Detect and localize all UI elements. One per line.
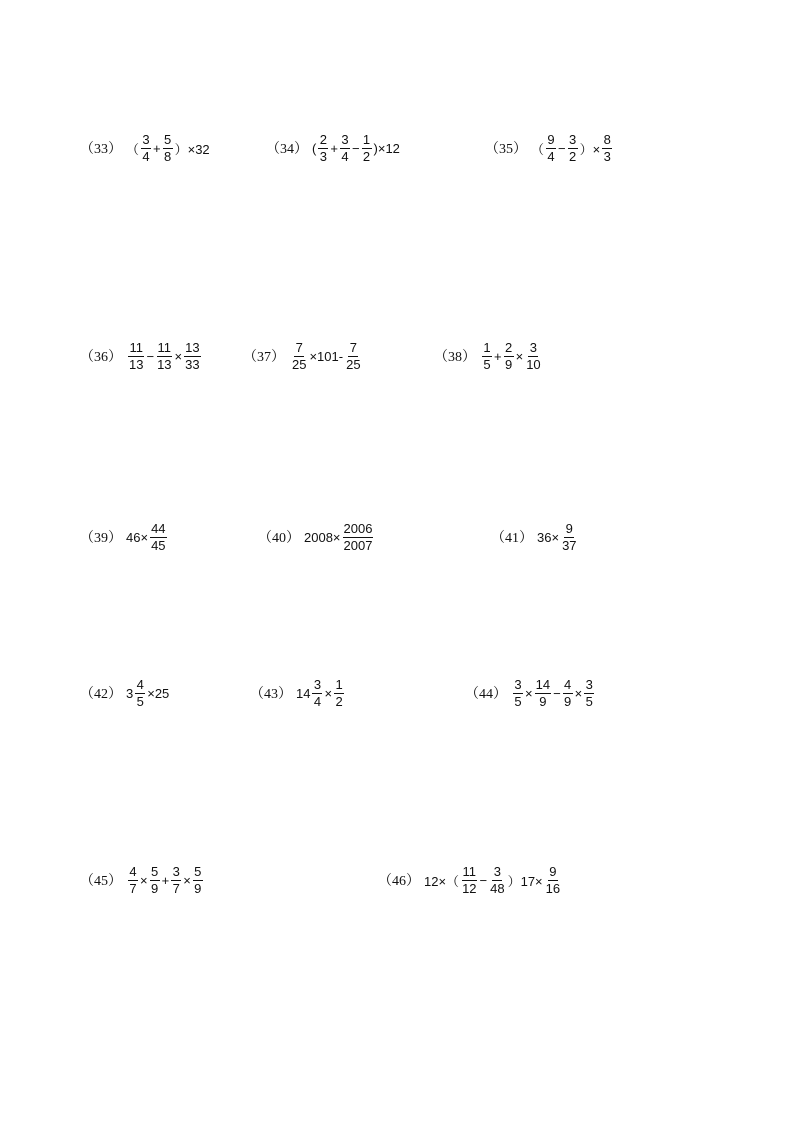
denominator: 3 [603,148,611,164]
denominator: 9 [504,356,513,372]
problem-number: （43） [250,687,292,702]
fraction [340,132,350,165]
fraction [171,864,181,897]
problem-33 [80,128,210,168]
operator-text: × [525,685,533,701]
fraction [513,677,523,710]
denominator: 8 [163,148,172,164]
operator-text: ）17× [507,873,543,889]
problem-40 [258,517,375,557]
numerator: 3 [142,131,150,147]
denominator: 9 [150,880,159,896]
operator-text: 12×（ [424,873,460,889]
problem-number: （36） [80,350,122,365]
fraction [563,677,573,710]
problem-number: （34） [266,142,308,157]
fraction [362,132,372,165]
numerator: 1 [483,339,491,355]
numerator: 2 [504,339,513,355]
numerator: 3 [514,676,522,692]
numerator: 3 [341,131,349,147]
problem-number: （35） [485,142,527,157]
operator-text: （ [531,141,545,157]
problem-number: （33） [80,142,122,157]
operator-text: × [140,872,148,888]
fraction [334,677,344,710]
denominator: 4 [313,693,322,709]
problem-number: （40） [258,531,300,546]
operator-text: − [351,140,360,156]
fraction [150,864,160,897]
operator-text: × [515,348,524,364]
numerator: 14 [535,676,551,692]
problem-number: （41） [491,531,533,546]
denominator: 7 [129,880,137,896]
denominator: 9 [194,880,202,896]
fraction [461,864,477,897]
problem-number: （46） [378,874,420,889]
problem-39 [80,517,169,557]
denominator: 2 [362,148,371,164]
operator-text: ）× [579,141,601,157]
fraction [504,340,514,373]
denominator: 2 [335,693,343,709]
fraction [193,864,203,897]
denominator: 5 [514,693,522,709]
numerator: 11 [157,339,172,355]
operator-text: 46× [126,529,149,545]
numerator: 9 [547,131,555,147]
problem-42 [80,673,169,713]
fraction [318,132,328,165]
denominator: 7 [172,880,180,896]
problem-35 [485,128,614,168]
denominator: 5 [136,693,144,709]
denominator: 33 [185,356,200,372]
problem-45 [80,860,205,900]
denominator: 2007 [343,537,373,553]
denominator: 2 [568,148,577,164]
operator-text: + [161,872,170,888]
fraction [135,677,145,710]
denominator: 13 [129,356,144,372]
denominator: 16 [545,880,561,896]
denominator: 12 [462,880,477,896]
whole-part: 3 [126,685,134,701]
numerator: 9 [549,863,557,879]
numerator: 2006 [343,520,373,536]
numerator: 7 [295,339,303,355]
numerator: 9 [565,520,573,536]
numerator: 2 [319,131,327,147]
denominator: 25 [292,356,307,372]
numerator: 4 [129,863,137,879]
numerator: 13 [185,339,200,355]
numerator: 4 [564,676,572,692]
problem-number: （45） [80,874,122,889]
operator-text: − [146,348,155,364]
numerator: 3 [172,863,180,879]
operator-text: × [574,685,583,701]
denominator: 5 [483,356,491,372]
whole-part: 14 [296,685,311,701]
denominator: 9 [564,693,572,709]
operator-text: ）×32 [174,141,210,157]
fraction [163,132,173,165]
problem-46 [378,860,563,900]
problem-number: （42） [80,687,122,702]
operator-text: − [479,872,488,888]
fraction [345,340,361,373]
denominator: 3 [319,148,327,164]
numerator: 3 [529,339,538,355]
fraction [141,132,151,165]
fraction [343,521,374,554]
numerator: 44 [151,520,166,536]
operator-text: × [174,348,183,364]
fraction [568,132,578,165]
numerator: 8 [603,131,611,147]
denominator: 25 [346,356,361,372]
problem-34 [266,128,400,168]
fraction [602,132,612,165]
denominator: 4 [142,148,150,164]
problem-36 [80,336,203,376]
operator-text: + [330,140,338,156]
denominator: 37 [562,537,577,553]
numerator: 3 [568,131,577,147]
fraction [489,864,505,897]
problem-number: （39） [80,531,122,546]
numerator: 11 [129,339,143,355]
operator-text: × [183,872,191,888]
fraction [312,677,322,710]
operator-text: ( [312,140,317,156]
numerator: 5 [194,863,202,879]
fraction [156,340,172,373]
denominator: 4 [547,148,555,164]
numerator: 3 [585,676,593,692]
fraction [584,677,594,710]
numerator: 5 [163,131,172,147]
numerator: 3 [313,676,322,692]
problem-44 [465,673,596,713]
denominator: 48 [490,880,505,896]
fraction [128,864,138,897]
numerator: 11 [462,863,477,879]
fraction [561,521,577,554]
denominator: 13 [157,356,172,372]
numerator: 1 [362,131,371,147]
operator-text: ×101- [309,348,344,364]
problem-43 [250,673,346,713]
operator-text: )×12 [373,140,400,156]
problem-37 [243,336,364,376]
numerator: 5 [150,863,159,879]
numerator: 3 [493,863,501,879]
mixed-number [296,677,324,710]
fraction [291,340,307,373]
problem-number: （44） [465,687,507,702]
operator-text: × [324,685,333,701]
numerator: 4 [136,676,144,692]
denominator: 45 [151,537,166,553]
operator-text: 36× [537,529,560,545]
fraction [150,521,166,554]
fraction [482,340,492,373]
denominator: 10 [526,356,541,372]
problem-number: （37） [243,350,285,365]
problem-38 [434,336,544,376]
numerator: 1 [335,676,343,692]
numerator: 7 [349,339,357,355]
denominator: 9 [539,693,547,709]
mixed-number [126,677,147,710]
problem-number: （38） [434,350,476,365]
fraction [128,340,144,373]
operator-text: − [558,140,566,156]
fraction [184,340,200,373]
operator-text: + [153,140,161,156]
operator-text: − [553,685,561,701]
fraction [535,677,551,710]
denominator: 5 [585,693,593,709]
operator-text: 2008× [304,529,341,545]
fraction [525,340,541,373]
denominator: 4 [341,148,349,164]
operator-text: ×25 [147,685,170,701]
fraction [546,132,556,165]
operator-text: （ [126,141,140,157]
operator-text: + [494,348,502,364]
problem-41 [491,517,580,557]
fraction [545,864,561,897]
